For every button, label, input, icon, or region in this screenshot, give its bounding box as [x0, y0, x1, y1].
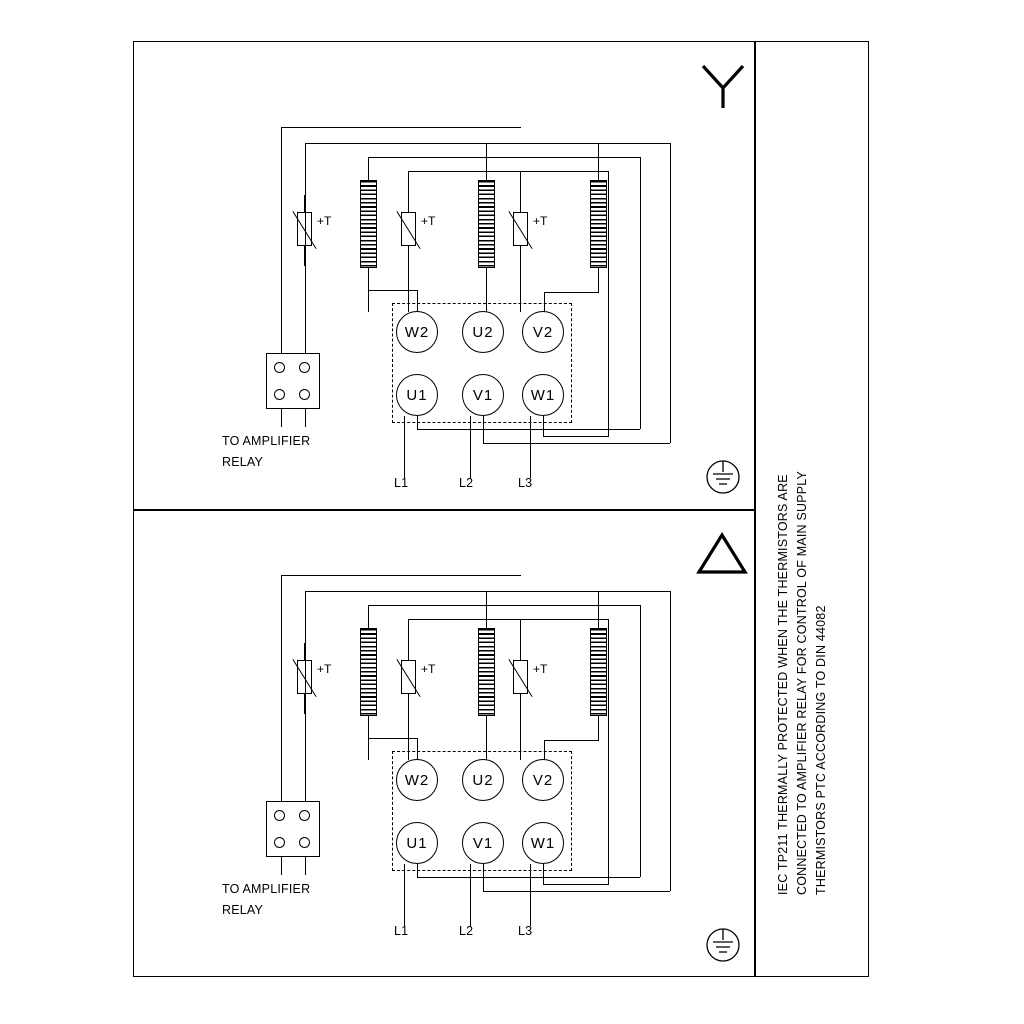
wire-bottom-bus-1-delta	[417, 877, 640, 878]
ptc-label-1-delta: +T	[317, 662, 332, 676]
wire-amp-right-delta	[305, 591, 306, 815]
wire-bottom-bus-3v2-delta	[608, 629, 609, 885]
amplifier-note-line2-delta: RELAY	[222, 903, 264, 917]
terminal-v2-delta: V2	[522, 759, 564, 801]
connector-pin-1-star	[274, 362, 285, 373]
wire-ptc1-bottom-delta	[304, 694, 305, 714]
connector-pin-4-star	[299, 389, 310, 400]
amplifier-connector-delta	[266, 801, 320, 857]
wire-bottom-bus-3v2-star	[608, 181, 609, 437]
wire-ptc1-bottom-star	[304, 246, 305, 266]
frame-divider-vertical	[754, 41, 756, 977]
wire-coil1-top-star	[368, 157, 369, 181]
wire-top-bus-1-star	[281, 127, 521, 128]
wire-coil2-top-star	[486, 143, 487, 181]
wire-coil3-bottom-star	[598, 268, 599, 292]
wye-symbol	[697, 60, 749, 112]
wire-l3-delta	[530, 864, 531, 926]
wire-coil3-bottom-h-star	[544, 292, 599, 293]
wire-bottom-bus-2-star	[483, 443, 670, 444]
earth-ground-symbol-delta	[700, 926, 746, 968]
terminal-u1-delta: U1	[396, 822, 438, 864]
wire-coil1-bottom-h-delta	[368, 738, 418, 739]
wire-coil3-bottom-h-delta	[544, 740, 599, 741]
amplifier-connector-star	[266, 353, 320, 409]
wire-coil1-bottom-2-star	[417, 290, 418, 312]
winding-coil-3-delta	[590, 628, 607, 716]
supply-label-l2-delta: L2	[459, 924, 474, 938]
amplifier-note-line1-delta: TO AMPLIFIER	[222, 882, 311, 896]
wire-right-bus3-delta	[608, 619, 609, 629]
wire-coil1-bottom-2-delta	[417, 738, 418, 760]
wire-connector-out-1-star	[281, 409, 282, 427]
terminal-v1-delta: V1	[462, 822, 504, 864]
supply-label-l2-star: L2	[459, 476, 474, 490]
wire-coil1-bottom-h-star	[368, 290, 418, 291]
wire-l1-star	[404, 416, 405, 478]
side-note-line-1: IEC TP211 THERMALLY PROTECTED WHEN THE THERMISTORS ARE	[776, 474, 790, 895]
wire-coil3-to-v2-delta	[544, 740, 545, 760]
wire-bottom-bus-1v-delta	[417, 864, 418, 878]
supply-label-l1-star: L1	[394, 476, 409, 490]
wire-top-bus-3-delta	[368, 605, 640, 606]
wire-top-bus-2-delta	[305, 591, 670, 592]
connector-pin-2-star	[299, 362, 310, 373]
wire-bottom-bus-3v-delta	[543, 864, 544, 885]
wire-connector-out-1-delta	[281, 857, 282, 875]
terminal-v1-star: V1	[462, 374, 504, 416]
terminal-w2-delta: W2	[396, 759, 438, 801]
amplifier-note-line2-star: RELAY	[222, 455, 264, 469]
wire-amp-left-star	[281, 127, 282, 367]
wire-ptc2-bottom-star	[408, 246, 409, 312]
wire-amp-left-delta	[281, 575, 282, 815]
wire-bottom-bus-2v-delta	[483, 864, 484, 892]
wire-coil2-bottom-delta	[486, 716, 487, 760]
wire-ptc3-bottom-delta	[520, 694, 521, 760]
ptc-label-2-star: +T	[421, 214, 436, 228]
wire-right-bus2-star	[640, 157, 641, 429]
wire-coil3-bottom-delta	[598, 716, 599, 740]
terminal-w1-delta: W1	[522, 822, 564, 864]
winding-coil-1-delta	[360, 628, 377, 716]
wire-coil2-top-delta	[486, 591, 487, 629]
wire-ptc3-top-star	[520, 171, 521, 213]
connector-pin-1-delta	[274, 810, 285, 821]
wire-top-bus-1-delta	[281, 575, 521, 576]
terminal-w1-star: W1	[522, 374, 564, 416]
ptc-label-1-star: +T	[317, 214, 332, 228]
wire-right-bus2-delta	[640, 605, 641, 877]
terminal-v2-star: V2	[522, 311, 564, 353]
supply-label-l3-star: L3	[518, 476, 533, 490]
wire-coil3-top-star	[598, 143, 599, 181]
side-note-line-3: THERMISTORS PTC ACCORDING TO DIN 44082	[814, 605, 828, 895]
connector-pin-3-star	[274, 389, 285, 400]
ptc-label-2-delta: +T	[421, 662, 436, 676]
wire-bottom-bus-1-star	[417, 429, 640, 430]
supply-label-l3-delta: L3	[518, 924, 533, 938]
wire-coil3-top-delta	[598, 591, 599, 629]
wire-connector-out-2-delta	[305, 857, 306, 875]
wire-ptc2-top-star	[408, 171, 409, 213]
side-note-line-2: CONNECTED TO AMPLIFIER RELAY FOR CONTROL OF MAIN SUPPLY	[795, 470, 809, 895]
wire-amp-right-star	[305, 143, 306, 367]
wire-top-bus-2-star	[305, 143, 670, 144]
wire-ptc2-bottom-delta	[408, 694, 409, 760]
terminal-u2-delta: U2	[462, 759, 504, 801]
wire-right-bus3-star	[608, 171, 609, 181]
wire-l2-delta	[470, 864, 471, 926]
wire-bottom-bus-3v-star	[543, 416, 544, 437]
wire-coil2-bottom-star	[486, 268, 487, 312]
wire-connector-out-2-star	[305, 409, 306, 427]
winding-coil-2-delta	[478, 628, 495, 716]
amplifier-note-line1-star: TO AMPLIFIER	[222, 434, 311, 448]
ptc-label-3-delta: +T	[533, 662, 548, 676]
wire-ptc3-top-delta	[520, 619, 521, 661]
winding-coil-1-star	[360, 180, 377, 268]
wire-bottom-bus-2v-star	[483, 416, 484, 444]
connector-pin-4-delta	[299, 837, 310, 848]
frame-divider-horizontal	[133, 509, 754, 511]
delta-symbol	[695, 530, 749, 576]
winding-coil-2-star	[478, 180, 495, 268]
terminal-u2-star: U2	[462, 311, 504, 353]
connector-pin-3-delta	[274, 837, 285, 848]
wire-bottom-bus-1v-star	[417, 416, 418, 430]
connector-pin-2-delta	[299, 810, 310, 821]
wire-right-bus-delta	[670, 591, 671, 891]
wire-right-bus-star	[670, 143, 671, 443]
wire-bottom-bus-3-star	[543, 436, 608, 437]
supply-label-l1-delta: L1	[394, 924, 409, 938]
wire-ptc3-link-delta	[486, 619, 521, 620]
terminal-u1-star: U1	[396, 374, 438, 416]
ptc-label-3-star: +T	[533, 214, 548, 228]
wire-l1-delta	[404, 864, 405, 926]
wire-top-bus-3-star	[368, 157, 640, 158]
winding-coil-3-star	[590, 180, 607, 268]
earth-ground-symbol-star	[700, 458, 746, 500]
wire-ptc2-top-delta	[408, 619, 409, 661]
terminal-w2-star: W2	[396, 311, 438, 353]
wire-coil1-top-delta	[368, 605, 369, 629]
wire-l3-star	[530, 416, 531, 478]
wire-coil3-to-v2-star	[544, 292, 545, 312]
wire-ptc1-down-delta	[304, 643, 305, 661]
wire-ptc3-bottom-star	[520, 246, 521, 312]
wire-bottom-bus-2-delta	[483, 891, 670, 892]
wire-ptc3-link-star	[486, 171, 521, 172]
wire-l2-star	[470, 416, 471, 478]
wire-bottom-bus-3-delta	[543, 884, 608, 885]
wire-ptc1-down-star	[304, 195, 305, 213]
